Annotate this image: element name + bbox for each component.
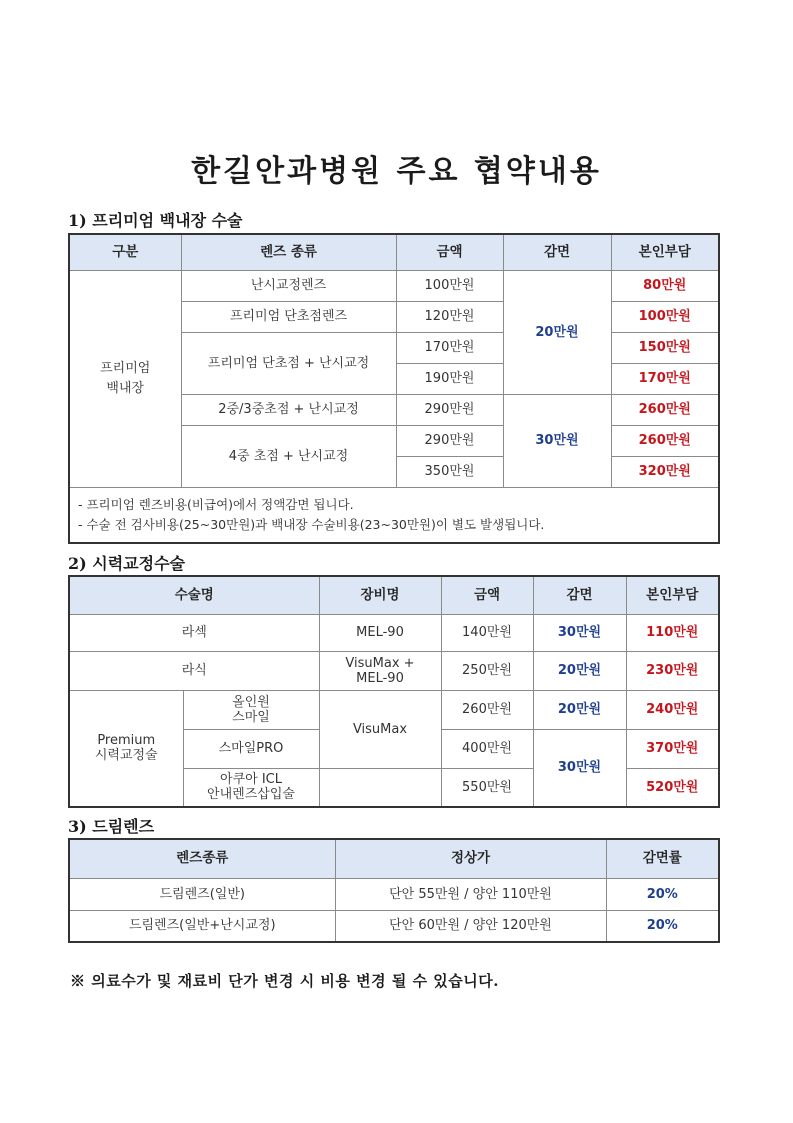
copay-cell: 370만원: [626, 729, 719, 768]
col-header: 장비명: [319, 576, 441, 614]
page-title: 한길안과병원 주요 협약내용: [191, 154, 602, 189]
note-line: - 수술 전 검사비용(25~30만원)과 백내장 수술비용(23~30만원)이 별도 발생됩니다.: [78, 516, 545, 532]
copay-cell: 260만원: [611, 394, 719, 425]
vision-table: [68, 575, 720, 808]
table-header-row: [69, 234, 719, 270]
category-cell: 프리미엄 백내장: [69, 270, 181, 487]
copay-cell: 320만원: [611, 456, 719, 487]
price-cell: 140만원: [441, 614, 533, 651]
price-cell: 100만원: [396, 270, 503, 301]
col-header: 본인부담: [611, 234, 719, 270]
discount-cell: 20만원: [533, 690, 626, 729]
notes-row: [69, 487, 719, 543]
copay-cell: 150만원: [611, 332, 719, 363]
table-row: [69, 614, 719, 651]
price-cell: 120만원: [396, 301, 503, 332]
price-cell: 400만원: [441, 729, 533, 768]
copay-cell: 80만원: [611, 270, 719, 301]
discount-cell: 30만원: [533, 729, 626, 807]
price-cell: 290만원: [396, 394, 503, 425]
col-header: 감면: [503, 234, 611, 270]
device-cell: VisuMax: [319, 690, 441, 768]
discount-cell: 20만원: [533, 651, 626, 690]
price-cell: 350만원: [396, 456, 503, 487]
price-cell: 170만원: [396, 332, 503, 363]
table-row: [69, 270, 719, 301]
notes-cell: [69, 487, 719, 543]
col-header: 렌즈 종류: [181, 234, 396, 270]
table-header-row: [69, 576, 719, 614]
device-cell: MEL-90: [319, 614, 441, 651]
dreamlens-table: [68, 838, 720, 943]
surgery-cell: 스마일PRO: [183, 729, 319, 768]
table-header-row: [69, 839, 719, 878]
table-row: [69, 690, 719, 729]
footer-note: ※ 의료수가 및 재료비 단가 변경 시 비용 변경 될 수 있습니다.: [70, 972, 499, 990]
copay-cell: 100만원: [611, 301, 719, 332]
surgery-cell: 라섹: [69, 614, 319, 651]
lens-type-cell: 드림렌즈(일반+난시교정): [69, 910, 335, 942]
col-header: 본인부담: [626, 576, 719, 614]
price-cell: 290만원: [396, 425, 503, 456]
col-header: 구분: [69, 234, 181, 270]
category-cell: Premium 시력교정술: [69, 690, 183, 807]
price-cell: 250만원: [441, 651, 533, 690]
table-row: [69, 910, 719, 942]
lens-type-cell: 드림렌즈(일반): [69, 878, 335, 910]
lens-cell: 프리미엄 단초점 + 난시교정: [181, 332, 396, 394]
device-cell: VisuMax + MEL-90: [319, 651, 441, 690]
device-cell-empty: [319, 768, 441, 807]
cataract-table: [68, 233, 720, 544]
copay-cell: 260만원: [611, 425, 719, 456]
copay-cell: 230만원: [626, 651, 719, 690]
copay-cell: 170만원: [611, 363, 719, 394]
price-cell: 단안 55만원 / 양안 110만원: [335, 878, 606, 910]
surgery-cell: 라식: [69, 651, 319, 690]
section2-heading: 2) 시력교정수술: [68, 554, 186, 573]
col-header: 감면률: [606, 839, 719, 878]
discount-cell: 30만원: [533, 614, 626, 651]
rate-cell: 20%: [606, 910, 719, 942]
lens-cell: 난시교정렌즈: [181, 270, 396, 301]
rate-cell: 20%: [606, 878, 719, 910]
note-line: - 프리미엄 렌즈비용(비급여)에서 정액감면 됩니다.: [78, 496, 354, 512]
copay-cell: 520만원: [626, 768, 719, 807]
surgery-cell: 아쿠아 ICL 안내렌즈삽입술: [183, 768, 319, 807]
lens-cell: 프리미엄 단초점렌즈: [181, 301, 396, 332]
discount-cell: 20만원: [503, 270, 611, 394]
table-row: [69, 651, 719, 690]
discount-cell: 30만원: [503, 394, 611, 487]
surgery-cell: 올인원 스마일: [183, 690, 319, 729]
col-header: 렌즈종류: [69, 839, 335, 878]
section3-heading: 3) 드림렌즈: [68, 817, 155, 836]
copay-cell: 240만원: [626, 690, 719, 729]
col-header: 금액: [396, 234, 503, 270]
copay-cell: 110만원: [626, 614, 719, 651]
col-header: 금액: [441, 576, 533, 614]
col-header: 수술명: [69, 576, 319, 614]
price-cell: 190만원: [396, 363, 503, 394]
col-header: 정상가: [335, 839, 606, 878]
lens-cell: 4중 초점 + 난시교정: [181, 425, 396, 487]
section1-heading: 1) 프리미엄 백내장 수술: [68, 211, 243, 230]
lens-cell: 2중/3중초점 + 난시교정: [181, 394, 396, 425]
price-cell: 단안 60만원 / 양안 120만원: [335, 910, 606, 942]
col-header: 감면: [533, 576, 626, 614]
price-cell: 260만원: [441, 690, 533, 729]
table-row: [69, 878, 719, 910]
price-cell: 550만원: [441, 768, 533, 807]
